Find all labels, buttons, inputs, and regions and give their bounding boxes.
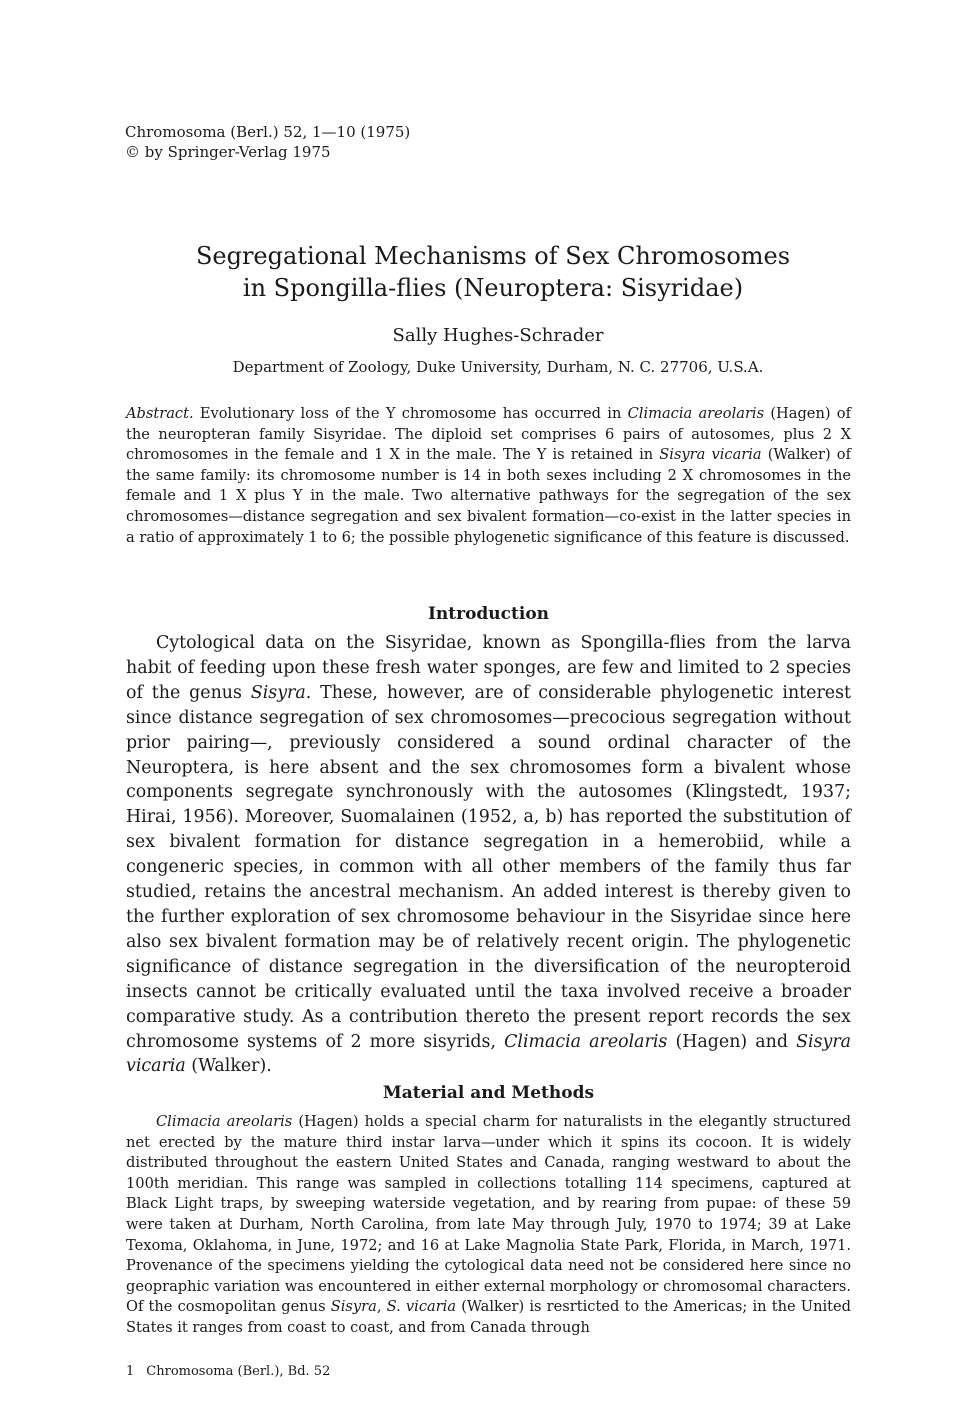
- abstract-species-2: Sisyra vicaria: [659, 446, 762, 464]
- abstract-text-3: (Walker) of the same family: its chromosome number is 14 in both sexes including 2 X chromosomes in the female and 1 X plus Y in the male. Two alternative pathways for the segregation of the sex chromosomes—distance segregation and sex bivalent formation—co-exist in the latter species in a ratio of approximately 1 to 6; the possible phylogenetic significance of this feature is discussed.: [126, 446, 851, 546]
- journal-header: [125, 122, 410, 162]
- abstract-text-1: Evolutionary loss of the Y chromosome has occurred in: [193, 405, 628, 422]
- paper-title: [0, 240, 976, 304]
- title-line-1: Segregational Mechanisms of Sex Chromosomes: [195, 242, 791, 270]
- abstract-text-2: (Hagen) of the neuropteran family Sisyridae. The diploid set comprises 6 pairs of autosomes, plus 2 X chromosomes in the female and 1 X in the male. The Y is retained in: [126, 405, 851, 464]
- abstract: [126, 404, 851, 548]
- intro-text-2: . These, however, are of considerable phylogenetic interest since distance segregation of sex chromosomes—precocious segregation without prior pairing—, previously considered a sound ordinal character of the Neuroptera, is here absent and the sex chromosomes form a bivalent whose components segregate synchronously with the autosomes (Klingstedt, 1937; Hirai, 1956). Moreover, Suomalainen (1952, a, b) has reported the substitution of sex bivalent formation for distance segregation in a hemerobiid, while a congeneric species, in common with all other members of the family thus far studied, retains the ancestral mechanism. An added interest is thereby given to the further exploration of sex chromosome behaviour in the Sisyridae since here also sex bivalent formation may be of relatively recent origin. The phylogenetic significance of distance segregation in the diversification of the neuropteroid insects cannot be critically evaluated until the taxa involved receive a broader comparative study. As a contribution thereto the present report records the sex chromosome systems of 2 more sisyrids,: [126, 682, 851, 1052]
- introduction-heading: Introduction: [427, 604, 550, 624]
- methods-species-2: S. vicaria: [386, 1298, 457, 1316]
- intro-text-1: Cytological data on the Sisyridae, known as Spongilla-flies from the larva habit of feeding upon these fresh water sponges, are few and limited to 2 species of the genus: [126, 633, 851, 703]
- journal-citation: Chromosoma (Berl.) 52, 1—10 (1975): [125, 123, 411, 141]
- author-affiliation: Department of Zoology, Duke University, Durham, N. C. 27706, U.S.A.: [232, 358, 764, 376]
- abstract-label: Abstract.: [126, 405, 194, 422]
- methods-text-3: (Walker) is resrticted to the Americas; in the United States it ranges from coast to coast, and from Canada through: [126, 1298, 851, 1336]
- footer-journal: Chromosoma (Berl.), Bd. 52: [146, 1364, 331, 1379]
- methods-heading: Material and Methods: [382, 1083, 595, 1103]
- intro-species-2: Sisyra vicaria: [126, 1031, 851, 1077]
- intro-species-1: Climacia areolaris: [504, 1031, 668, 1052]
- intro-genus: Sisyra: [250, 682, 306, 703]
- intro-text-3: (Hagen) and: [667, 1031, 797, 1052]
- intro-text-4: (Walker).: [185, 1056, 272, 1077]
- introduction-paragraph: [126, 631, 851, 1079]
- abstract-species-1: Climacia areolaris: [627, 405, 765, 422]
- methods-genus: Sisyra: [330, 1298, 377, 1316]
- author-name: Sally Hughes-Schrader: [392, 325, 604, 346]
- footer-page-number: 1: [126, 1364, 135, 1379]
- journal-copyright: © by Springer-Verlag 1975: [125, 143, 331, 161]
- page-footer: [126, 1363, 330, 1381]
- methods-species-1: Climacia areolaris: [156, 1113, 293, 1130]
- methods-text-1: (Hagen) holds a special charm for naturalists in the elegantly structured net erected by the mature third instar larva—under which it spins its cocoon. It is widely distributed throughout the eastern United States and Canada, ranging westward to about the 100th meridian. This range was sampled in collections totalling 114 specimens, captured at Black Light traps, by sweeping waterside vegetation, and by rearing from pupae: of these 59 were taken at Durham, North Carolina, from late May through July, 1970 to 1974; 39 at Lake Texoma, Oklahoma, in June, 1972; and 16 at Lake Magnolia State Park, Florida, in March, 1971. Provenance of the specimens yielding the cytological data need not be considered here since no geopraphic variation was encountered in either external morphology or chromosomal characters. Of the cosmopolitan genus: [126, 1113, 852, 1316]
- title-line-2: in Spongilla-flies (Neuroptera: Sisyridae): [242, 274, 744, 302]
- methods-paragraph: [126, 1112, 851, 1339]
- methods-text-2: ,: [376, 1298, 387, 1316]
